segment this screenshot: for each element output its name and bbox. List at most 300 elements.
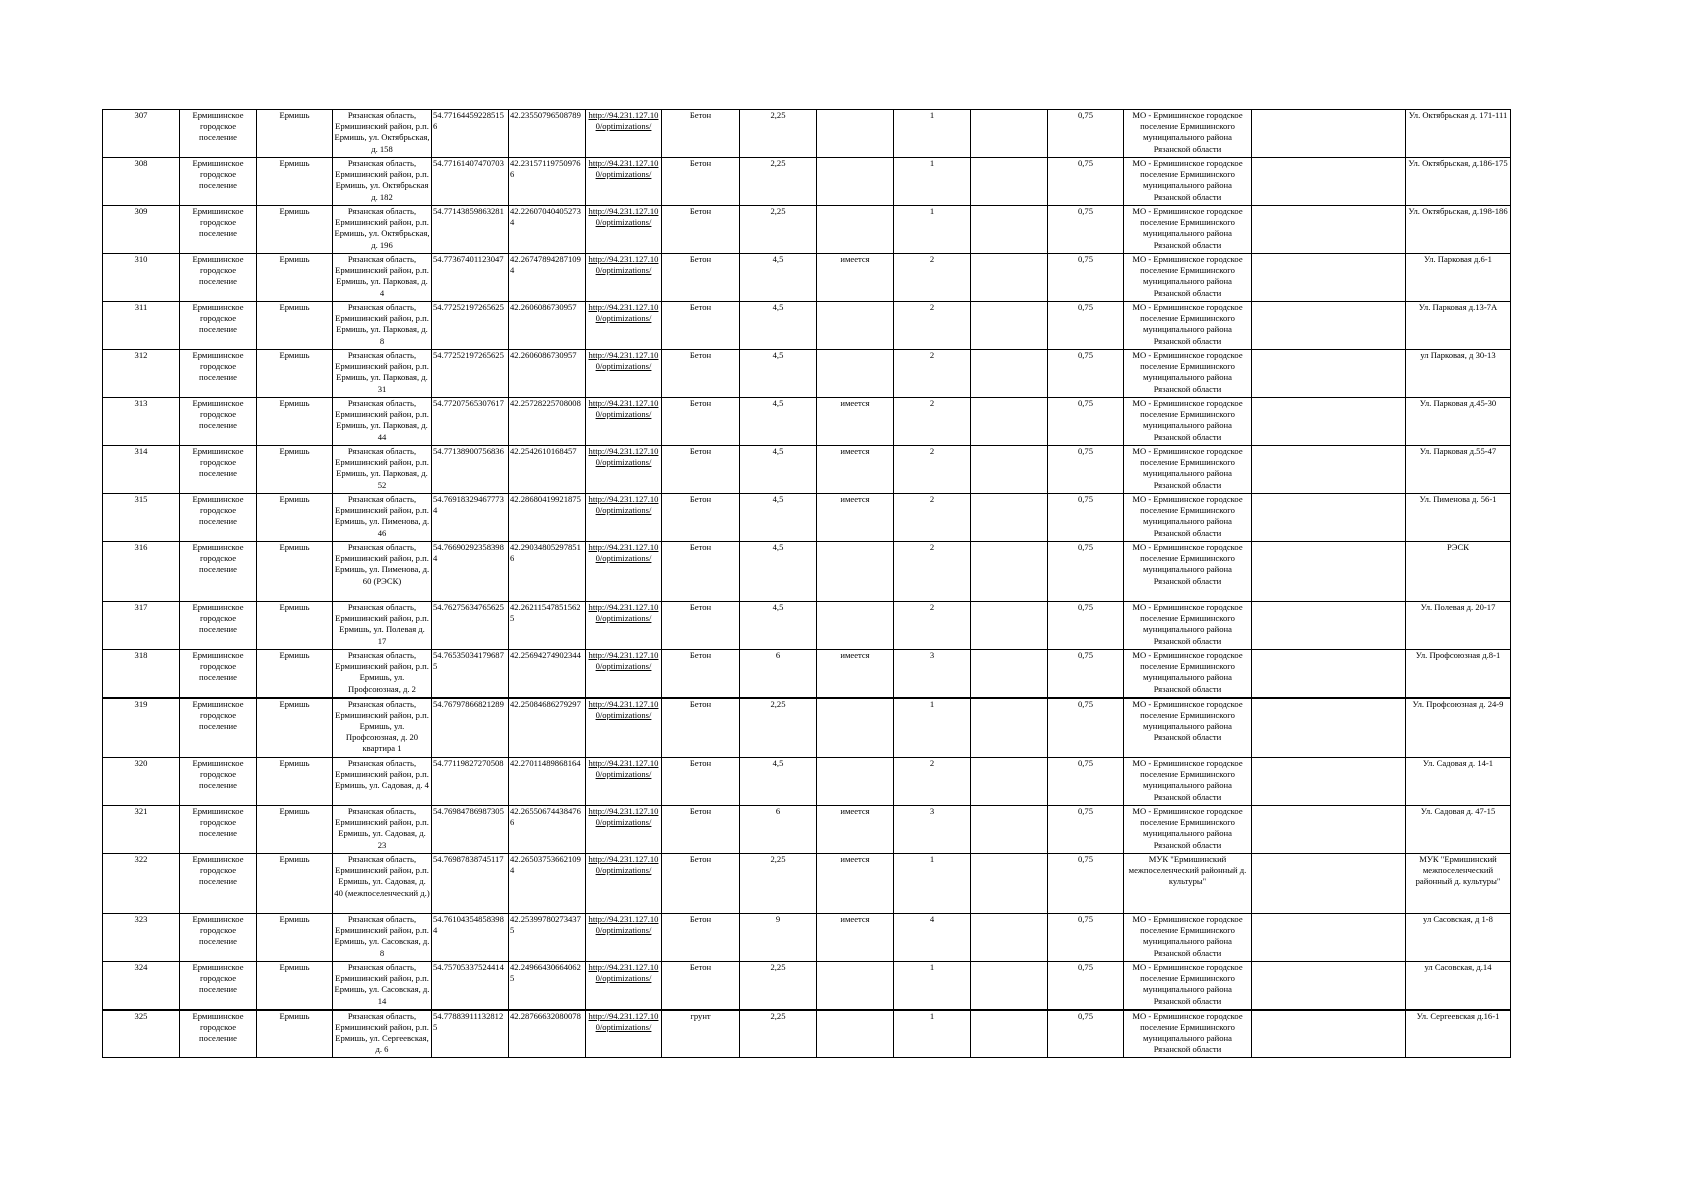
area-cell: 6	[740, 650, 817, 698]
empty-cell	[1252, 110, 1406, 158]
surface-cell: Бетон	[662, 110, 740, 158]
surface-cell: грунт	[662, 1010, 740, 1058]
served-addresses-cell: ул Парковая, д 30-13	[1406, 350, 1511, 398]
row-number: 313	[103, 398, 180, 446]
fence-cell	[817, 110, 894, 158]
settlement-cell: Ермишинское городское поселение	[180, 854, 257, 914]
served-addresses-cell: Ул. Пименова д. 56-1	[1406, 494, 1511, 542]
container-count-cell: 2	[894, 254, 971, 302]
served-addresses-cell: Ул. Садовая д. 14-1	[1406, 758, 1511, 806]
table-row	[103, 1010, 1511, 1058]
longitude-cell: 42.23550796508789	[509, 110, 586, 158]
volume-cell: 0,75	[1048, 1010, 1124, 1058]
fence-cell	[817, 602, 894, 650]
owner-cell: МО - Ермишинское городское поселение Ермишинского муниципального района Рязанской области	[1124, 110, 1252, 158]
locality-cell: Ермишь	[257, 698, 333, 758]
fence-cell	[817, 962, 894, 1010]
area-cell: 2,25	[740, 854, 817, 914]
surface-cell: Бетон	[662, 962, 740, 1010]
empty-cell	[971, 110, 1048, 158]
table-row	[103, 962, 1511, 1010]
container-count-cell: 2	[894, 602, 971, 650]
empty-cell	[971, 914, 1048, 962]
row-number: 312	[103, 350, 180, 398]
fence-cell	[817, 350, 894, 398]
surface-cell: Бетон	[662, 914, 740, 962]
area-cell: 2,25	[740, 158, 817, 206]
table-row	[103, 650, 1511, 698]
settlement-cell: Ермишинское городское поселение	[180, 914, 257, 962]
latitude-cell: 54.76690292358398 4	[432, 542, 509, 602]
owner-cell: МУК "Ермишинский межпоселенческий районный д. культуры"	[1124, 854, 1252, 914]
area-cell: 4,5	[740, 302, 817, 350]
empty-cell	[1252, 350, 1406, 398]
longitude-cell: 42.24966430664062 5	[509, 962, 586, 1010]
address-cell: Рязанская область, Ермишинский район, р.п. Ермишь, ул. Профсоюзная, д. 20 квартира 1	[333, 698, 432, 758]
fence-cell: имеется	[817, 494, 894, 542]
container-count-cell: 1	[894, 206, 971, 254]
container-count-cell: 2	[894, 758, 971, 806]
settlement-cell: Ермишинское городское поселение	[180, 758, 257, 806]
address-cell: Рязанская область, Ермишинский район, р.п. Ермишь, ул. Пименова, д. 60 (РЭСК)	[333, 542, 432, 602]
surface-cell: Бетон	[662, 254, 740, 302]
settlement-cell: Ермишинское городское поселение	[180, 110, 257, 158]
map-link[interactable]: http://94.231.127.10 0/optimizations/	[586, 158, 662, 206]
empty-cell	[1252, 758, 1406, 806]
owner-cell: МО - Ермишинское городское поселение Ермишинского муниципального района Рязанской области	[1124, 350, 1252, 398]
container-count-cell: 2	[894, 350, 971, 398]
row-number: 321	[103, 806, 180, 854]
owner-cell: МО - Ермишинское городское поселение Ермишинского муниципального района Рязанской области	[1124, 446, 1252, 494]
address-cell: Рязанская область, Ермишинский район, р.п. Ермишь, ул. Полевая д. 17	[333, 602, 432, 650]
map-link[interactable]: http://94.231.127.10 0/optimizations/	[586, 398, 662, 446]
settlement-cell: Ермишинское городское поселение	[180, 254, 257, 302]
empty-cell	[1252, 650, 1406, 698]
empty-cell	[1252, 398, 1406, 446]
surface-cell: Бетон	[662, 446, 740, 494]
volume-cell: 0,75	[1048, 806, 1124, 854]
locality-cell: Ермишь	[257, 602, 333, 650]
area-cell: 2,25	[740, 1010, 817, 1058]
address-cell: Рязанская область, Ермишинский район, р.п. Ермишь, ул. Парковая, д. 31	[333, 350, 432, 398]
latitude-cell: 54.76918329467773 4	[432, 494, 509, 542]
address-cell: Рязанская область, Ермишинский район, р.п. Ермишь, ул. Профсоюзная, д. 2	[333, 650, 432, 698]
row-number: 323	[103, 914, 180, 962]
served-addresses-cell: Ул. Октябрьская д. 171-111	[1406, 110, 1511, 158]
volume-cell: 0,75	[1048, 350, 1124, 398]
empty-cell	[971, 254, 1048, 302]
latitude-cell: 54.77252197265625	[432, 302, 509, 350]
surface-cell: Бетон	[662, 698, 740, 758]
map-link[interactable]: http://94.231.127.10 0/optimizations/	[586, 542, 662, 602]
fence-cell: имеется	[817, 254, 894, 302]
container-count-cell: 3	[894, 806, 971, 854]
locality-cell: Ермишь	[257, 854, 333, 914]
longitude-cell: 42.27011489868164	[509, 758, 586, 806]
container-count-cell: 1	[894, 962, 971, 1010]
locality-cell: Ермишь	[257, 350, 333, 398]
locality-cell: Ермишь	[257, 398, 333, 446]
address-cell: Рязанская область, Ермишинский район, р.п. Ермишь, ул. Сергеевская, д. 6	[333, 1010, 432, 1058]
empty-cell	[971, 962, 1048, 1010]
owner-cell: МО - Ермишинское городское поселение Ермишинского муниципального района Рязанской области	[1124, 602, 1252, 650]
empty-cell	[1252, 158, 1406, 206]
map-link[interactable]: http://94.231.127.10 0/optimizations/	[586, 758, 662, 806]
row-number: 310	[103, 254, 180, 302]
empty-cell	[971, 350, 1048, 398]
empty-cell	[971, 1010, 1048, 1058]
empty-cell	[971, 854, 1048, 914]
row-number: 307	[103, 110, 180, 158]
container-count-cell: 1	[894, 110, 971, 158]
row-number: 315	[103, 494, 180, 542]
settlement-cell: Ермишинское городское поселение	[180, 602, 257, 650]
map-link[interactable]: http://94.231.127.10 0/optimizations/	[586, 446, 662, 494]
owner-cell: МО - Ермишинское городское поселение Ермишинского муниципального района Рязанской области	[1124, 398, 1252, 446]
row-number: 311	[103, 302, 180, 350]
table-row	[103, 398, 1511, 446]
address-cell: Рязанская область, Ермишинский район, р.п. Ермишь, ул. Пименова, д. 46	[333, 494, 432, 542]
volume-cell: 0,75	[1048, 914, 1124, 962]
container-count-cell: 1	[894, 854, 971, 914]
row-number: 324	[103, 962, 180, 1010]
table-row	[103, 110, 1511, 158]
area-cell: 6	[740, 806, 817, 854]
empty-cell	[971, 446, 1048, 494]
served-addresses-cell: ул Сасовская, д 1-8	[1406, 914, 1511, 962]
empty-cell	[971, 698, 1048, 758]
served-addresses-cell: Ул. Парковая д.45-30	[1406, 398, 1511, 446]
served-addresses-cell: Ул. Октябрьская, д.186-175	[1406, 158, 1511, 206]
owner-cell: МО - Ермишинское городское поселение Ермишинского муниципального района Рязанской области	[1124, 650, 1252, 698]
empty-cell	[1252, 1010, 1406, 1058]
fence-cell: имеется	[817, 854, 894, 914]
empty-cell	[971, 398, 1048, 446]
address-cell: Рязанская область, Ермишинский район, р.п. Ермишь, ул. Садовая, д. 40 (межпоселенческий д.)	[333, 854, 432, 914]
settlement-cell: Ермишинское городское поселение	[180, 446, 257, 494]
owner-cell: МО - Ермишинское городское поселение Ермишинского муниципального района Рязанской области	[1124, 254, 1252, 302]
surface-cell: Бетон	[662, 542, 740, 602]
map-link[interactable]: http://94.231.127.10 0/optimizations/	[586, 650, 662, 698]
owner-cell: МО - Ермишинское городское поселение Ермишинского муниципального района Рязанской области	[1124, 542, 1252, 602]
surface-cell: Бетон	[662, 650, 740, 698]
latitude-cell: 54.75705337524414	[432, 962, 509, 1010]
container-count-cell: 3	[894, 650, 971, 698]
fence-cell	[817, 542, 894, 602]
empty-cell	[1252, 446, 1406, 494]
longitude-cell: 42.2606086730957	[509, 302, 586, 350]
volume-cell: 0,75	[1048, 398, 1124, 446]
locality-cell: Ермишь	[257, 806, 333, 854]
latitude-cell: 54.76275634765625	[432, 602, 509, 650]
latitude-cell: 54.77161407470703	[432, 158, 509, 206]
latitude-cell: 54.77207565307617	[432, 398, 509, 446]
empty-cell	[971, 806, 1048, 854]
fence-cell	[817, 158, 894, 206]
served-addresses-cell: Ул. Сергеевская д.16-1	[1406, 1010, 1511, 1058]
table-row	[103, 206, 1511, 254]
table-row	[103, 914, 1511, 962]
address-cell: Рязанская область, Ермишинский район, р.п. Ермишь, ул. Октябрьская, д. 196	[333, 206, 432, 254]
longitude-cell: 42.25399780273437 5	[509, 914, 586, 962]
volume-cell: 0,75	[1048, 494, 1124, 542]
locality-cell: Ермишь	[257, 542, 333, 602]
longitude-cell: 42.26211547851562 5	[509, 602, 586, 650]
empty-cell	[971, 302, 1048, 350]
owner-cell: МО - Ермишинское городское поселение Ермишинского муниципального района Рязанской области	[1124, 206, 1252, 254]
area-cell: 2,25	[740, 206, 817, 254]
empty-cell	[1252, 542, 1406, 602]
longitude-cell: 42.22607040405273 4	[509, 206, 586, 254]
empty-cell	[971, 542, 1048, 602]
served-addresses-cell: Ул. Парковая д.13-7А	[1406, 302, 1511, 350]
empty-cell	[1252, 254, 1406, 302]
table-row	[103, 806, 1511, 854]
map-link[interactable]: http://94.231.127.10 0/optimizations/	[586, 698, 662, 758]
area-cell: 2,25	[740, 110, 817, 158]
row-number: 319	[103, 698, 180, 758]
table-row	[103, 302, 1511, 350]
registry-table	[102, 109, 1511, 1058]
map-link[interactable]: http://94.231.127.10 0/optimizations/	[586, 110, 662, 158]
surface-cell: Бетон	[662, 806, 740, 854]
fence-cell: имеется	[817, 398, 894, 446]
area-cell: 4,5	[740, 602, 817, 650]
locality-cell: Ермишь	[257, 446, 333, 494]
area-cell: 4,5	[740, 494, 817, 542]
fence-cell	[817, 206, 894, 254]
container-count-cell: 2	[894, 494, 971, 542]
volume-cell: 0,75	[1048, 206, 1124, 254]
latitude-cell: 54.77883911132812 5	[432, 1010, 509, 1058]
empty-cell	[1252, 602, 1406, 650]
fence-cell	[817, 758, 894, 806]
served-addresses-cell: Ул. Парковая д.6-1	[1406, 254, 1511, 302]
longitude-cell: 42.25694274902344	[509, 650, 586, 698]
fence-cell	[817, 698, 894, 758]
served-addresses-cell: Ул. Профсоюзная д. 24-9	[1406, 698, 1511, 758]
address-cell: Рязанская область, Ермишинский район, р.п. Ермишь, ул. Сасовская, д. 14	[333, 962, 432, 1010]
address-cell: Рязанская область, Ермишинский район, р.п. Ермишь, ул. Парковая, д. 52	[333, 446, 432, 494]
latitude-cell: 54.77143859863281	[432, 206, 509, 254]
owner-cell: МО - Ермишинское городское поселение Ермишинского муниципального района Рязанской области	[1124, 494, 1252, 542]
longitude-cell: 42.23157119750976 6	[509, 158, 586, 206]
longitude-cell: 42.25728225708008	[509, 398, 586, 446]
settlement-cell: Ермишинское городское поселение	[180, 206, 257, 254]
container-count-cell: 1	[894, 1010, 971, 1058]
latitude-cell: 54.77119827270508	[432, 758, 509, 806]
table-row	[103, 446, 1511, 494]
address-cell: Рязанская область, Ермишинский район, р.п. Ермишь, ул. Садовая, д. 23	[333, 806, 432, 854]
table-body	[103, 110, 1511, 1058]
map-link[interactable]: http://94.231.127.10 0/optimizations/	[586, 806, 662, 854]
fence-cell: имеется	[817, 806, 894, 854]
row-number: 318	[103, 650, 180, 698]
container-count-cell: 2	[894, 542, 971, 602]
volume-cell: 0,75	[1048, 542, 1124, 602]
container-count-cell: 1	[894, 698, 971, 758]
served-addresses-cell: Ул. Парковая д.55-47	[1406, 446, 1511, 494]
volume-cell: 0,75	[1048, 698, 1124, 758]
surface-cell: Бетон	[662, 350, 740, 398]
locality-cell: Ермишь	[257, 110, 333, 158]
container-count-cell: 2	[894, 398, 971, 446]
map-link[interactable]: http://94.231.127.10 0/optimizations/	[586, 206, 662, 254]
volume-cell: 0,75	[1048, 962, 1124, 1010]
area-cell: 4,5	[740, 446, 817, 494]
served-addresses-cell: Ул. Полевая д. 20-17	[1406, 602, 1511, 650]
longitude-cell: 42.29034805297851 6	[509, 542, 586, 602]
map-link[interactable]: http://94.231.127.10 0/optimizations/	[586, 914, 662, 962]
locality-cell: Ермишь	[257, 254, 333, 302]
latitude-cell: 54.76797866821289	[432, 698, 509, 758]
volume-cell: 0,75	[1048, 302, 1124, 350]
map-link[interactable]: http://94.231.127.10 0/optimizations/	[586, 602, 662, 650]
volume-cell: 0,75	[1048, 602, 1124, 650]
surface-cell: Бетон	[662, 206, 740, 254]
longitude-cell: 42.28766632080078	[509, 1010, 586, 1058]
fence-cell: имеется	[817, 650, 894, 698]
owner-cell: МО - Ермишинское городское поселение Ермишинского муниципального района Рязанской области	[1124, 914, 1252, 962]
served-addresses-cell: Ул. Садовая д. 47-15	[1406, 806, 1511, 854]
row-number: 325	[103, 1010, 180, 1058]
area-cell: 9	[740, 914, 817, 962]
empty-cell	[971, 758, 1048, 806]
owner-cell: МО - Ермишинское городское поселение Ермишинского муниципального района Рязанской области	[1124, 806, 1252, 854]
empty-cell	[971, 206, 1048, 254]
owner-cell: МО - Ермишинское городское поселение Ермишинского муниципального района Рязанской области	[1124, 158, 1252, 206]
empty-cell	[1252, 494, 1406, 542]
served-addresses-cell: Ул. Октябрьская, д.198-186	[1406, 206, 1511, 254]
served-addresses-cell: ул Сасовская, д.14	[1406, 962, 1511, 1010]
empty-cell	[971, 650, 1048, 698]
surface-cell: Бетон	[662, 854, 740, 914]
empty-cell	[971, 158, 1048, 206]
settlement-cell: Ермишинское городское поселение	[180, 398, 257, 446]
volume-cell: 0,75	[1048, 446, 1124, 494]
row-number: 320	[103, 758, 180, 806]
fence-cell	[817, 1010, 894, 1058]
address-cell: Рязанская область, Ермишинский район, р.п. Ермишь, ул. Парковая, д. 44	[333, 398, 432, 446]
address-cell: Рязанская область, Ермишинский район, р.п. Ермишь, ул. Парковая, д. 4	[333, 254, 432, 302]
owner-cell: МО - Ермишинское городское поселение Ермишинского муниципального района Рязанской области	[1124, 698, 1252, 758]
container-count-cell: 2	[894, 302, 971, 350]
locality-cell: Ермишь	[257, 158, 333, 206]
longitude-cell: 42.28680419921875	[509, 494, 586, 542]
area-cell: 4,5	[740, 398, 817, 446]
longitude-cell: 42.25084686279297	[509, 698, 586, 758]
map-link[interactable]: http://94.231.127.10 0/optimizations/	[586, 254, 662, 302]
empty-cell	[1252, 698, 1406, 758]
container-count-cell: 4	[894, 914, 971, 962]
map-link[interactable]: http://94.231.127.10 0/optimizations/	[586, 350, 662, 398]
table-row	[103, 350, 1511, 398]
locality-cell: Ермишь	[257, 494, 333, 542]
table-row	[103, 602, 1511, 650]
served-addresses-cell: РЭСК	[1406, 542, 1511, 602]
volume-cell: 0,75	[1048, 110, 1124, 158]
locality-cell: Ермишь	[257, 650, 333, 698]
table-row	[103, 494, 1511, 542]
latitude-cell: 54.77164459228515 6	[432, 110, 509, 158]
map-link[interactable]: http://94.231.127.10 0/optimizations/	[586, 494, 662, 542]
container-count-cell: 2	[894, 446, 971, 494]
empty-cell	[971, 602, 1048, 650]
owner-cell: МО - Ермишинское городское поселение Ермишинского муниципального района Рязанской области	[1124, 1010, 1252, 1058]
fence-cell: имеется	[817, 446, 894, 494]
table-row	[103, 854, 1511, 914]
latitude-cell: 54.77138900756836	[432, 446, 509, 494]
locality-cell: Ермишь	[257, 302, 333, 350]
row-number: 309	[103, 206, 180, 254]
empty-cell	[1252, 854, 1406, 914]
settlement-cell: Ермишинское городское поселение	[180, 962, 257, 1010]
map-link[interactable]: http://94.231.127.10 0/optimizations/	[586, 302, 662, 350]
volume-cell: 0,75	[1048, 254, 1124, 302]
empty-cell	[1252, 302, 1406, 350]
area-cell: 2,25	[740, 962, 817, 1010]
row-number: 316	[103, 542, 180, 602]
map-link[interactable]: http://94.231.127.10 0/optimizations/	[586, 962, 662, 1010]
latitude-cell: 54.76104354858398 4	[432, 914, 509, 962]
longitude-cell: 42.26747894287109 4	[509, 254, 586, 302]
surface-cell: Бетон	[662, 158, 740, 206]
row-number: 322	[103, 854, 180, 914]
latitude-cell: 54.77367401123047	[432, 254, 509, 302]
address-cell: Рязанская область, Ермишинский район, р.п. Ермишь, ул. Сасовская, д. 8	[333, 914, 432, 962]
address-cell: Рязанская область, Ермишинский район, р.п. Ермишь, ул. Парковая, д. 8	[333, 302, 432, 350]
fence-cell	[817, 302, 894, 350]
table-row	[103, 542, 1511, 602]
fence-cell: имеется	[817, 914, 894, 962]
served-addresses-cell: Ул. Профсоюзная д.8-1	[1406, 650, 1511, 698]
table-row	[103, 698, 1511, 758]
latitude-cell: 54.76984786987305	[432, 806, 509, 854]
locality-cell: Ермишь	[257, 914, 333, 962]
container-count-cell: 1	[894, 158, 971, 206]
locality-cell: Ермишь	[257, 206, 333, 254]
locality-cell: Ермишь	[257, 962, 333, 1010]
surface-cell: Бетон	[662, 494, 740, 542]
volume-cell: 0,75	[1048, 158, 1124, 206]
map-link[interactable]: http://94.231.127.10 0/optimizations/	[586, 854, 662, 914]
row-number: 314	[103, 446, 180, 494]
surface-cell: Бетон	[662, 302, 740, 350]
area-cell: 4,5	[740, 350, 817, 398]
area-cell: 4,5	[740, 758, 817, 806]
owner-cell: МО - Ермишинское городское поселение Ермишинского муниципального района Рязанской области	[1124, 302, 1252, 350]
longitude-cell: 42.26550674438476 6	[509, 806, 586, 854]
settlement-cell: Ермишинское городское поселение	[180, 650, 257, 698]
empty-cell	[1252, 962, 1406, 1010]
area-cell: 2,25	[740, 698, 817, 758]
settlement-cell: Ермишинское городское поселение	[180, 158, 257, 206]
empty-cell	[1252, 806, 1406, 854]
settlement-cell: Ермишинское городское поселение	[180, 302, 257, 350]
empty-cell	[1252, 914, 1406, 962]
table-row	[103, 254, 1511, 302]
longitude-cell: 42.2542610168457	[509, 446, 586, 494]
owner-cell: МО - Ермишинское городское поселение Ермишинского муниципального района Рязанской области	[1124, 758, 1252, 806]
served-addresses-cell: МУК "Ермишинский межпоселенческий районный д. культуры"	[1406, 854, 1511, 914]
table-row	[103, 758, 1511, 806]
map-link[interactable]: http://94.231.127.10 0/optimizations/	[586, 1010, 662, 1058]
latitude-cell: 54.76987838745117	[432, 854, 509, 914]
row-number: 317	[103, 602, 180, 650]
settlement-cell: Ермишинское городское поселение	[180, 1010, 257, 1058]
locality-cell: Ермишь	[257, 1010, 333, 1058]
address-cell: Рязанская область, Ермишинский район, р.п. Ермишь, ул. Октябрьская, д. 158	[333, 110, 432, 158]
